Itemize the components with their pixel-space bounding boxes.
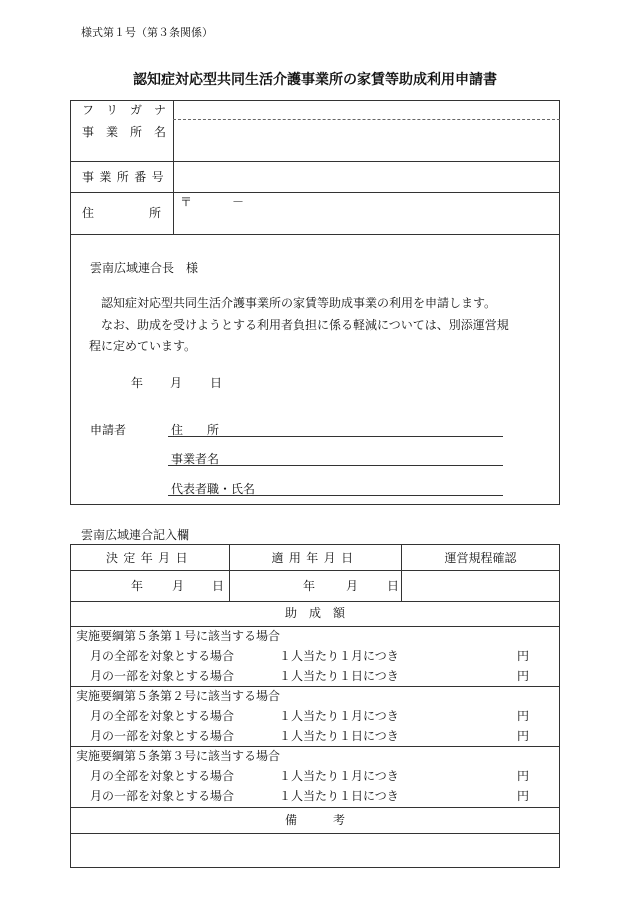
addressee: 雲南広域連合長 様 <box>90 261 199 275</box>
furigana-divider <box>173 119 560 120</box>
application-statement: 認知症対応型共同生活介護事業所の家賃等助成事業の利用を申請します。 <box>101 296 497 310</box>
group-heading: 実施要綱第５条第１号に該当する場合 <box>76 629 281 643</box>
yen-label: 円 <box>517 769 530 783</box>
address-label-1: 住 <box>82 206 95 220</box>
group-heading: 実施要綱第５条第２号に該当する場合 <box>76 689 281 703</box>
note-line-1: なお、助成を受けようとする利用者負担に係る軽減については、別添運営規 <box>101 318 509 332</box>
rules-check-header: 運営規程確認 <box>444 551 517 565</box>
form-number: 様式第１号（第３条関係） <box>81 26 213 39</box>
application-date-header: 適用年月日 <box>271 551 359 565</box>
office-number-label: 事業所番号 <box>82 170 170 184</box>
case-label: 月の一部を対象とする場合 <box>90 669 235 683</box>
application-year: 年 <box>303 579 316 593</box>
case-label: 月の全部を対象とする場合 <box>90 769 235 783</box>
address-label-2: 所 <box>149 206 162 220</box>
postal-mark: 〒 <box>180 195 193 209</box>
case-label: 月の全部を対象とする場合 <box>90 649 235 663</box>
address-underline <box>168 436 503 437</box>
date-year: 年 <box>131 376 144 390</box>
label-divider <box>173 100 174 234</box>
group-heading: 実施要綱第５条第３号に該当する場合 <box>76 749 281 763</box>
office-name-label: 事 業 所 名 <box>82 125 167 139</box>
yen-label: 円 <box>517 669 530 683</box>
yen-label: 円 <box>517 709 530 723</box>
unit-label: １人当たり１日につき <box>279 669 399 683</box>
case-label: 月の全部を対象とする場合 <box>90 709 235 723</box>
subsidy-amount-header: 助 成 額 <box>284 606 345 620</box>
yen-label: 円 <box>517 729 530 743</box>
remarks-header: 備 考 <box>284 813 345 827</box>
decision-month: 月 <box>172 579 185 593</box>
business-name-underline <box>168 465 503 466</box>
unit-label: １人当たり１月につき <box>279 769 399 783</box>
yen-label: 円 <box>517 649 530 663</box>
decision-year: 年 <box>131 579 144 593</box>
page-title: 認知症対応型共同生活介護事業所の家賃等助成利用申請書 <box>133 72 497 88</box>
note-line-2: 程に定めています。 <box>89 339 197 353</box>
unit-label: １人当たり１日につき <box>279 789 399 803</box>
decision-date-header: 決定年月日 <box>105 551 193 565</box>
case-label: 月の一部を対象とする場合 <box>90 729 235 743</box>
date-day: 日 <box>210 376 223 390</box>
representative-label: 代表者職・氏名 <box>171 482 256 496</box>
application-day: 日 <box>387 579 400 593</box>
unit-label: １人当たり１月につき <box>279 709 399 723</box>
decision-day: 日 <box>212 579 225 593</box>
furigana-label: フ リ ガ ナ <box>82 103 167 117</box>
yen-label: 円 <box>517 789 530 803</box>
date-month: 月 <box>170 376 183 390</box>
case-label: 月の一部を対象とする場合 <box>90 789 235 803</box>
business-name-label: 事業者名 <box>171 452 220 466</box>
applicant-address-label: 住 所 <box>171 423 220 437</box>
unit-label: １人当たり１日につき <box>279 729 399 743</box>
office-use-caption: 雲南広域連合記入欄 <box>81 528 190 542</box>
application-month: 月 <box>346 579 359 593</box>
remarks-field <box>71 834 559 867</box>
unit-label: １人当たり１月につき <box>279 649 399 663</box>
applicant-label: 申請者 <box>90 423 127 437</box>
postal-dash: － <box>232 195 245 209</box>
representative-underline <box>168 495 503 496</box>
